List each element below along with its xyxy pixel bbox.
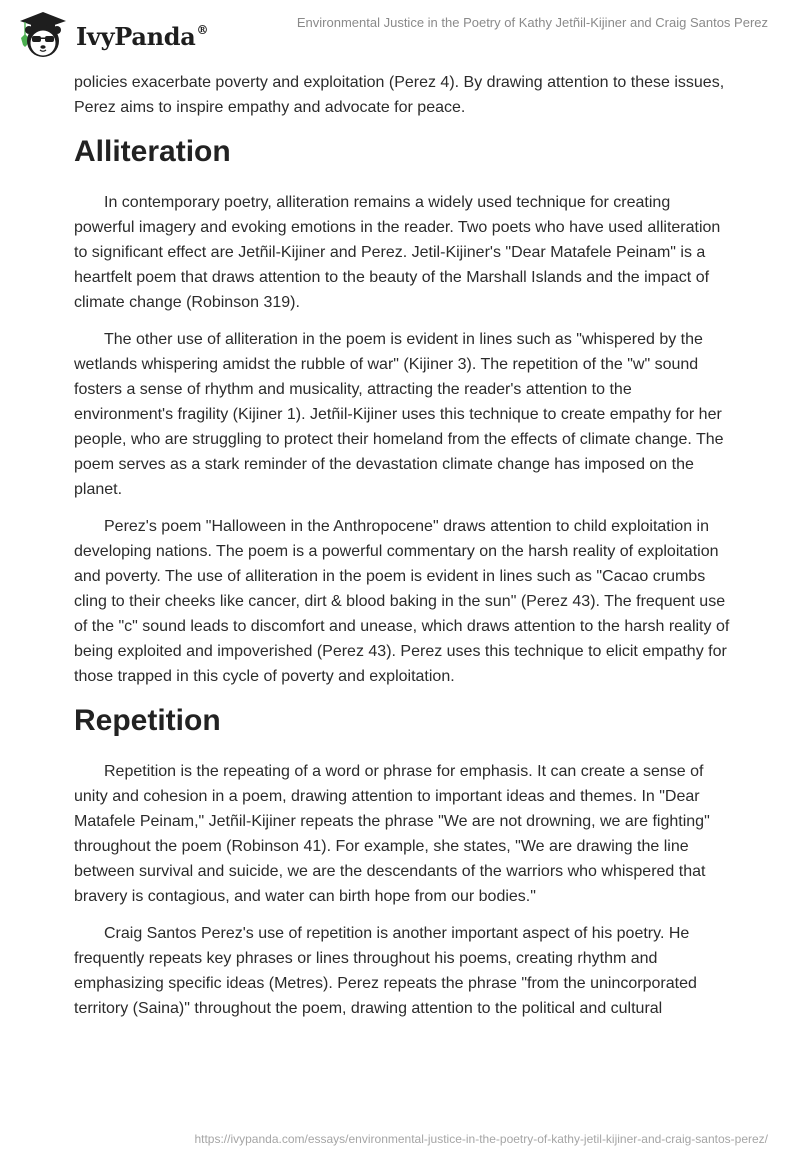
brand-label: IvyPanda [76,21,196,51]
essay-body [74,70,734,1033]
paragraph: Repetition is the repeating of a word or phrase for emphasis. It can create a sense of unity and cohesion in a poem, drawing attention to important ideas and themes. In "Dear Matafele Peinam," Jetñil-Kijiner repeats the phrase "We are not drowning, we are fighting" throughout the poem (Robinson 41). For example, she states, "We are drawing the line between survival and suicide, we are the descendants of the warriors who whispered that bravery is contagious, and water can birth hope from our bodies." [74,763,710,905]
paragraph: Perez's poem "Halloween in the Anthropocene" draws attention to child exploitation in developing nations. The poem is a powerful commentary on the harsh reality of exploitation and poverty. The use of alliteration in the poem is evident in lines such as "Cacao crumbs cling to their cheeks like cancer, dirt & blood baking in the sun" (Perez 43). The frequent use of the "c" sound leads to discomfort and unease, which draws attention to the harsh reality of being exploited and impoverished (Perez 43). Perez uses this technique to elicit empathy for those trapped in this cycle of poverty and exploitation. [74,518,730,685]
registered-mark: ® [196,22,209,37]
brand-name [76,22,208,51]
section-heading-repetition: Repetition [74,704,221,737]
paragraph: In contemporary poetry, alliteration remains a widely used technique for creating powerful imagery and evoking emotions in the reader. Two poets who have used alliteration to significant effect are Jetñil-Kijiner and Perez. Jetil-Kijiner's "Dear Matafele Peinam" is a heartfelt poem that draws attention to the beauty of the Marshall Islands and the impact of climate change (Robinson 319). [74,194,721,311]
page-header [0,0,800,62]
paragraph: The other use of alliteration in the poem is evident in lines such as "whispered by the wetlands whispering amidst the rubble of war" (Kijiner 3). The repetition of the "w" sound fosters a sense of rhythm and musicality, attracting the reader's attention to the environment's fragility (Kijiner 1). Jetñil-Kijiner uses this technique to create empathy for her people, who are struggling to protect their homeland from the effects of climate change. The poem serves as a stark reminder of the devastation climate change has imposed on the planet. [74,331,724,498]
source-url-link[interactable]: https://ivypanda.com/essays/environmental-justice-in-the-poetry-of-kathy-jetil-kijiner-and-craig-santos-perez/ [194,1132,768,1146]
ivypanda-logo[interactable] [16,8,208,60]
document-title: Environmental Justice in the Poetry of Kathy Jetñil-Kijiner and Craig Santos Perez [296,15,768,30]
paragraph: Craig Santos Perez's use of repetition is another important aspect of his poetry. He frequently repeats key phrases or lines throughout his poems, creating rhythm and emphasizing specific ideas (Metres). Perez repeats the phrase "from the unincorporated territory (Saina)" throughout the poem, drawing attention to the political and cultural [74,925,697,1017]
intro-paragraph: policies exacerbate poverty and exploitation (Perez 4). By drawing attention to these issues, Perez aims to inspire empathy and advocate for peace. [74,74,725,116]
panda-graduate-icon [16,8,70,60]
section-heading-alliteration: Alliteration [74,135,231,168]
